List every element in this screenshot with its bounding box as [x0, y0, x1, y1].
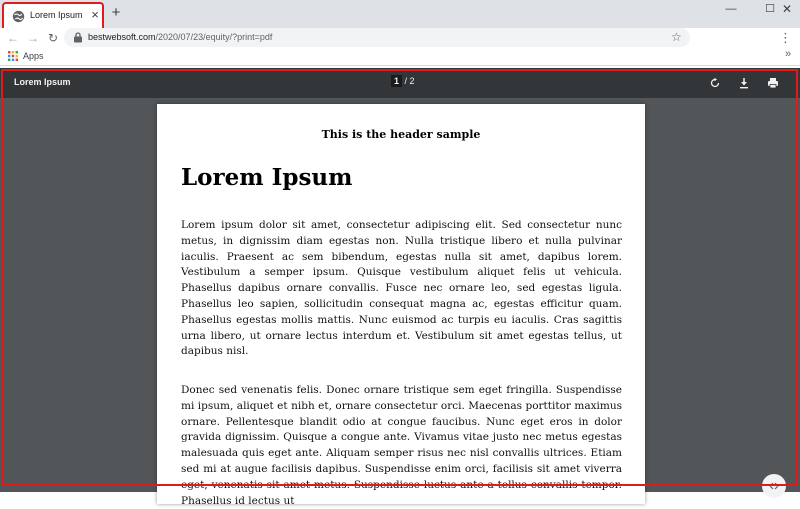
close-tab-icon[interactable]: × — [91, 7, 99, 22]
expand-icon — [768, 480, 780, 492]
tab-title: Lorem Ipsum — [30, 10, 83, 20]
pdf-toolbar — [0, 68, 800, 98]
back-button[interactable]: ← — [7, 31, 19, 45]
address-bar[interactable] — [64, 28, 690, 47]
page-total: / 2 — [404, 76, 415, 86]
pdf-page — [157, 104, 645, 507]
download-icon[interactable] — [738, 77, 750, 89]
browser-menu-icon[interactable]: ⋮ — [779, 30, 792, 45]
page-paragraph: Donec sed venenatis felis. Donec ornare tristique sem eget fringilla. Suspendisse mi ipsum, aliquet et nibh et, ornare consectetur orci. Maecenas porttitor maximus ornare. Pellentesque blandit odio at congue faucibus. Nunc eget eros in dolor gravida dignissim. Quisque a congue ante. Vivamus vitae justo nec metus egestas malesuada quis eget ante. Aliquam semper risus nec nisl convallis ultrices. Etiam sed mi at augue facilisis dapibus. Suspendisse enim orci, facilisis sit amet viverra eget, venenatis sit amet metus. Suspendisse luctus ante a tellus convallis tempor. Phasellus id lectus ut — [181, 384, 622, 507]
page-number-input[interactable]: 1 — [391, 75, 402, 87]
page-header-text: This is the header sample — [321, 128, 481, 141]
pdf-document-title: Lorem Ipsum — [14, 77, 71, 87]
page-indicator — [391, 76, 415, 86]
rotate-icon[interactable] — [709, 77, 721, 89]
reload-button[interactable]: ↻ — [47, 31, 59, 45]
browser-toolbar — [0, 28, 800, 48]
maximize-button[interactable]: ☐ — [765, 3, 775, 15]
new-tab-button[interactable]: + — [111, 4, 121, 21]
page-paragraph: Lorem ipsum dolor sit amet, consectetur adipiscing elit. Sed consectetur nunc metus, in dignissim diam egestas non. Nulla tristique libero et nulla pulvinar iaculis. Praesent ac sem bibendum, egestas nulla sit amet, dapibus lorem. Vestibulum a semper ipsum. Quisque vestibulum aliquet felis ut vehicula. Phasellus dapibus ornare convallis. Fusce nec ornare leo, sed egestas ligula. Phasellus leo sapien, sollicitudin consequat magna ac, egestas efficitur quam. Phasellus egestas mollis mattis. Nunc euismod ac turpis eu iaculis. Cras sagittis urna libero, ut ornare lectus interdum et. Vestibulum sit amet egestas tellus, ut dapibus nisl. — [181, 219, 622, 358]
fit-to-page-icon[interactable] — [762, 474, 786, 498]
bookmarks-bar — [0, 48, 800, 66]
page-heading: Lorem Ipsum — [181, 164, 353, 191]
globe-icon — [12, 10, 25, 23]
minimize-button[interactable]: — — [725, 3, 737, 15]
url-domain: bestwebsoft.com — [88, 32, 156, 42]
forward-button[interactable]: → — [27, 31, 39, 45]
bookmark-star-icon[interactable]: ☆ — [671, 30, 682, 44]
close-window-button[interactable]: ✕ — [781, 2, 793, 16]
lock-icon — [73, 32, 83, 43]
apps-bookmark[interactable]: Apps — [23, 51, 44, 61]
bookmarks-overflow-icon[interactable]: » — [785, 48, 792, 60]
apps-grid-icon[interactable] — [8, 51, 18, 61]
browser-tab[interactable] — [2, 2, 104, 30]
url-path: /2020/07/23/equity/?print=pdf — [155, 32, 273, 42]
url-text[interactable] — [88, 32, 272, 42]
print-icon[interactable] — [767, 77, 779, 89]
tab-strip — [0, 0, 800, 28]
